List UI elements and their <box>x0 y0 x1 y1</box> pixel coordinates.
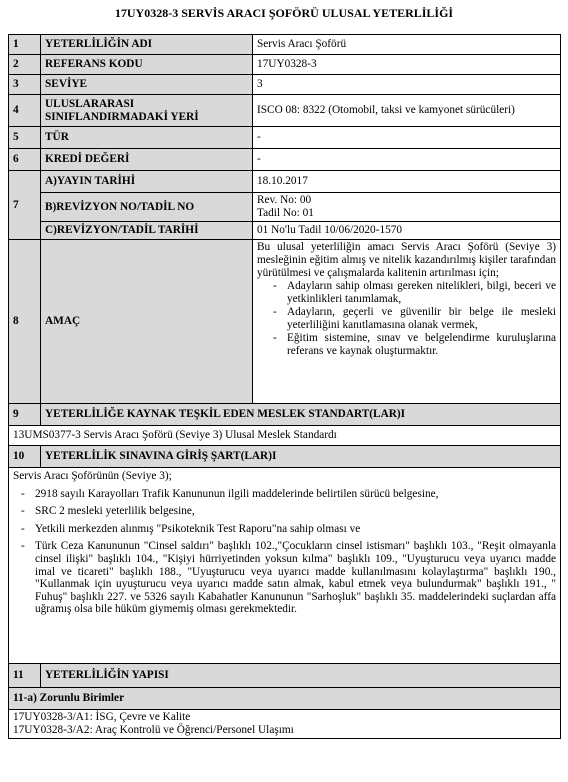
row-value: 01 No'lu Tadil 10/06/2020-1570 <box>253 222 561 240</box>
requirements-list <box>13 488 556 616</box>
row-7a <box>9 171 561 193</box>
row-label: AMAÇ <box>41 240 253 404</box>
row-label: C)REVİZYON/TADİL TARİHİ <box>41 222 253 240</box>
document-title: 17UY0328-3 SERVİS ARACI ŞOFÖRÜ ULUSAL YETERLİLİĞİ <box>114 6 454 20</box>
row-5 <box>9 127 561 149</box>
row-label: REFERANS KODU <box>41 55 253 75</box>
row-value: 3 <box>253 75 561 95</box>
row-value: - <box>253 127 561 149</box>
row-3 <box>9 75 561 95</box>
row-11a <box>9 688 561 710</box>
row-label: B)REVİZYON NO/TADİL NO <box>41 193 253 222</box>
row-number: 2 <box>9 55 41 75</box>
unit-list <box>9 710 561 739</box>
row-7c <box>9 222 561 240</box>
value-line: Rev. No: 00 <box>257 194 312 206</box>
value-line: Tadil No: 01 <box>257 207 314 219</box>
qualification-table <box>8 34 561 739</box>
row-value: 18.10.2017 <box>253 171 561 193</box>
row-value: Servis Aracı Şoförü <box>253 35 561 55</box>
row-label: YETERLİLİĞİN YAPISI <box>41 664 561 688</box>
row-label: YETERLİLİĞİN ADI <box>41 35 253 55</box>
row-label-line: SINIFLANDIRMADAKİ YERİ <box>45 110 199 123</box>
row-8 <box>9 240 561 404</box>
row-value: 17UY0328-3 <box>253 55 561 75</box>
row-value: ISCO 08: 8322 (Otomobil, taksi ve kamyonet sürücüleri) <box>253 95 561 127</box>
row-10-content <box>9 468 561 664</box>
row-number: 10 <box>9 446 41 468</box>
row-number: 7 <box>9 171 41 240</box>
row-7b <box>9 193 561 222</box>
row-number: 4 <box>9 95 41 127</box>
row-label <box>41 95 253 127</box>
row-label: A)YAYIN TARİHİ <box>41 171 253 193</box>
row-value: - <box>253 149 561 171</box>
list-item: - SRC 2 mesleki yeterlilik belgesine, <box>13 505 556 518</box>
list-item: - Yetkili merkezden alınmış "Psikoteknik Test Raporu"na sahip olması ve <box>13 523 556 536</box>
requirements-intro: Servis Aracı Şoförünün (Seviye 3); <box>13 470 172 482</box>
subsection-title: 11-a) Zorunlu Birimler <box>9 688 561 710</box>
row-4 <box>9 95 561 127</box>
row-number: 11 <box>9 664 41 688</box>
row-label: TÜR <box>41 127 253 149</box>
row-number: 5 <box>9 127 41 149</box>
requirements-text <box>9 468 561 664</box>
list-item: - Türk Ceza Kanununun "Cinsel saldırı" başlıklı 102.,"Çocukların cinsel istismarı" başlıklı 103., "Reşit olmayanla cinsel ilişki" başlıklı 104., "Kişiyi hürriyetinden yoksun kılma" başlıklı 109., "Uyuşturucu veya uyarıcı madde imal ve ticareti" başlıklı 188., "Uyuşturucu veya uyarıcı madde kullanılmasını kolaylaştırma" başlıklı 190., "Kullanmak için uyuşturucu veya uyarıcı madde satın almak, kabul etmek veya bulundurmak" başlıklı 191., " Fuhuş" başlıklı 227. ve 5326 sayılı Kabahatler Kanununun "Sarhoşluk" başlıklı 35. maddelerindeki suçlardan affa uğramış olsa bile hüküm giymemiş olması gerekmektedir. <box>13 540 556 616</box>
row-label-line: ULUSLARARASI <box>45 97 135 110</box>
row-11a-content <box>9 710 561 739</box>
unit-item: 17UY0328-3/A1: İSG, Çevre ve Kalite <box>13 711 191 723</box>
list-item: - Adayların, geçerli ve güvenilir bir belge ile mesleki yeterliliğini kanıtlamasına olanak vermek, <box>257 306 556 332</box>
list-item: - Adayların sahip olması gereken nitelikleri, bilgi, beceri ve yetkinlikleri tanımlamak, <box>257 280 556 306</box>
row-number: 6 <box>9 149 41 171</box>
unit-item: 17UY0328-3/A2: Araç Kontrolü ve Öğrenci/Personel Ulaşımı <box>13 724 294 736</box>
row-1 <box>9 35 561 55</box>
row-label: SEVİYE <box>41 75 253 95</box>
row-11 <box>9 664 561 688</box>
row-9 <box>9 404 561 426</box>
row-6 <box>9 149 561 171</box>
row-number: 3 <box>9 75 41 95</box>
purpose-intro: Bu ulusal yeterliliğin amacı Servis Aracı Şoförü (Seviye 3) mesleğinin eğitim almış ve nitelik kazandırılmış kişiler tarafından yürütülmesi ve çalışmalarda kalitenin artırılması için; <box>257 241 556 279</box>
standard-text: 13UMS0377-3 Servis Aracı Şoförü (Seviye 3) Ulusal Meslek Standardı <box>9 426 561 446</box>
row-label: KREDİ DEĞERİ <box>41 149 253 171</box>
row-9-content <box>9 426 561 446</box>
row-number: 8 <box>9 240 41 404</box>
row-number: 9 <box>9 404 41 426</box>
purpose-text <box>253 240 561 404</box>
row-value <box>253 193 561 222</box>
row-label: YETERLİLİĞE KAYNAK TEŞKİL EDEN MESLEK STANDART(LAR)I <box>41 404 561 426</box>
list-item: - Eğitim sistemine, sınav ve belgelendirme kuruluşlarına referans ve kaynak oluşturmaktır. <box>257 332 556 358</box>
row-10 <box>9 446 561 468</box>
row-label: YETERLİLİK SINAVINA GİRİŞ ŞART(LAR)I <box>41 446 561 468</box>
row-2 <box>9 55 561 75</box>
purpose-list <box>257 280 556 358</box>
row-number: 1 <box>9 35 41 55</box>
list-item: - 2918 sayılı Karayolları Trafik Kanununun ilgili maddelerinde belirtilen sürücü belgesine, <box>13 488 556 501</box>
